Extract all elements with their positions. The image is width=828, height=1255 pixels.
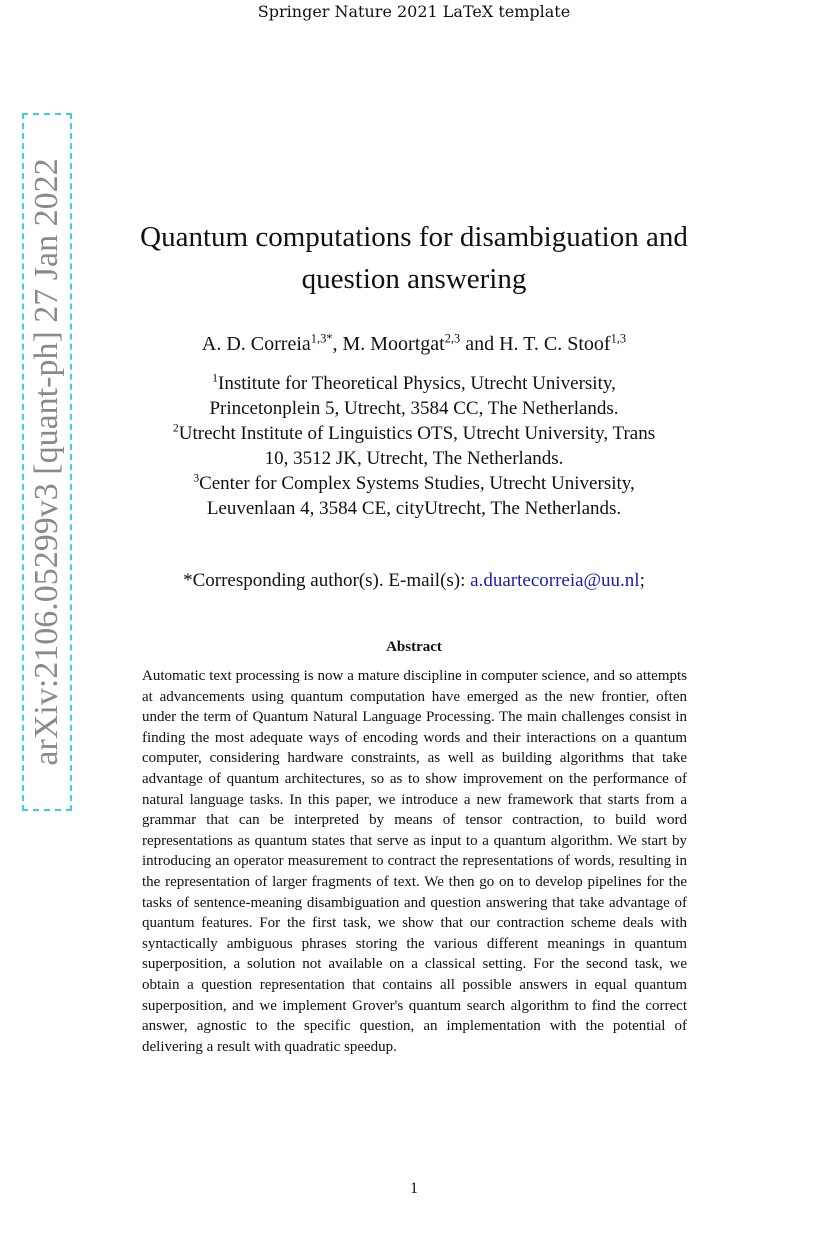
arxiv-id-text: arXiv:2106.05299v3 [quant-ph] 27 Jan 2022 [28, 158, 65, 766]
affiliation-line [90, 371, 738, 396]
affiliations [90, 371, 738, 521]
author-affiliation-mark: 2,3 [444, 331, 461, 346]
author-list [60, 333, 768, 356]
author-separator: , [332, 333, 343, 355]
page-number: 1 [410, 1180, 418, 1197]
affiliation-line: Leuvenlaan 4, 3584 CE, cityUtrecht, The Netherlands. [206, 498, 622, 519]
affiliation-number: 3 [193, 471, 200, 485]
corresponding-author [60, 570, 768, 592]
abstract-text: Automatic text processing is now a mature discipline in computer science, and so attempts at advancements using quantum computation have emerged as the new frontier, often under the term of Quantum Natural Language Processing. The main challenges consist in finding the most adequate ways of encoding words and their interactions on a quantum computer, considering hardware constraints, as well as building algorithms that take advantage of quantum architectures, so as to show improvement on the performance of natural language tasks. In this paper, we introduce a new framework that starts from a grammar that can be interpreted by means of tensor contraction, to build word representations as quantum states that serve as input to a quantum algorithm. We start by introducing an operator measurement to contract the representations of words, resulting in the representation of larger fragments of text. We then go on to develop pipelines for the tasks of sentence-meaning disambiguation and question answering that take advantage of quantum features. For the first task, we show that our contraction scheme deals with syntactically ambiguous phrases storing the various different meanings in quantum superposition, a solution not available on a classical setting. For the second task, we obtain a question representation that contains all possible answers in equal quantum superposition, and we implement Grover's quantum search algorithm to find the correct answer, agnostic to the specific question, an implementation with the potential of delivering a result with quadratic speedup. [142, 668, 687, 1055]
corresponding-label: *Corresponding author(s). E-mail(s): [183, 570, 471, 591]
abstract-heading: Abstract [386, 639, 442, 655]
corresponding-suffix: ; [639, 570, 645, 591]
affiliation-line [90, 421, 738, 446]
affiliation-number: 2 [172, 421, 179, 435]
paper-title: Quantum computations for disambiguation and question answering [140, 221, 688, 295]
affiliation-text: Center for Complex Systems Studies, Utrecht University, [199, 473, 635, 494]
author-affiliation-mark: 1,3* [310, 331, 333, 346]
author-affiliation-mark: 1,3 [610, 331, 627, 346]
author-separator: and [460, 333, 500, 355]
author-name: M. Moortgat [342, 333, 445, 355]
author-name: A. D. Correia [201, 333, 311, 355]
arxiv-identifier-stamp[interactable] [22, 113, 72, 811]
affiliation-number: 1 [212, 371, 219, 385]
affiliation-text: Utrecht Institute of Linguistics OTS, Utrecht University, Trans [178, 423, 656, 444]
affiliation-line [90, 471, 738, 496]
email-link[interactable]: a.duartecorreia@uu.nl [470, 570, 640, 591]
author-name: H. T. C. Stoof [499, 333, 611, 355]
running-header: Springer Nature 2021 LaTeX template [257, 2, 571, 21]
affiliation-text: Institute for Theoretical Physics, Utrecht University, [218, 373, 616, 394]
affiliation-line: Princetonplein 5, Utrecht, 3584 CC, The Netherlands. [209, 398, 619, 419]
affiliation-line: 10, 3512 JK, Utrecht, The Netherlands. [264, 448, 564, 469]
